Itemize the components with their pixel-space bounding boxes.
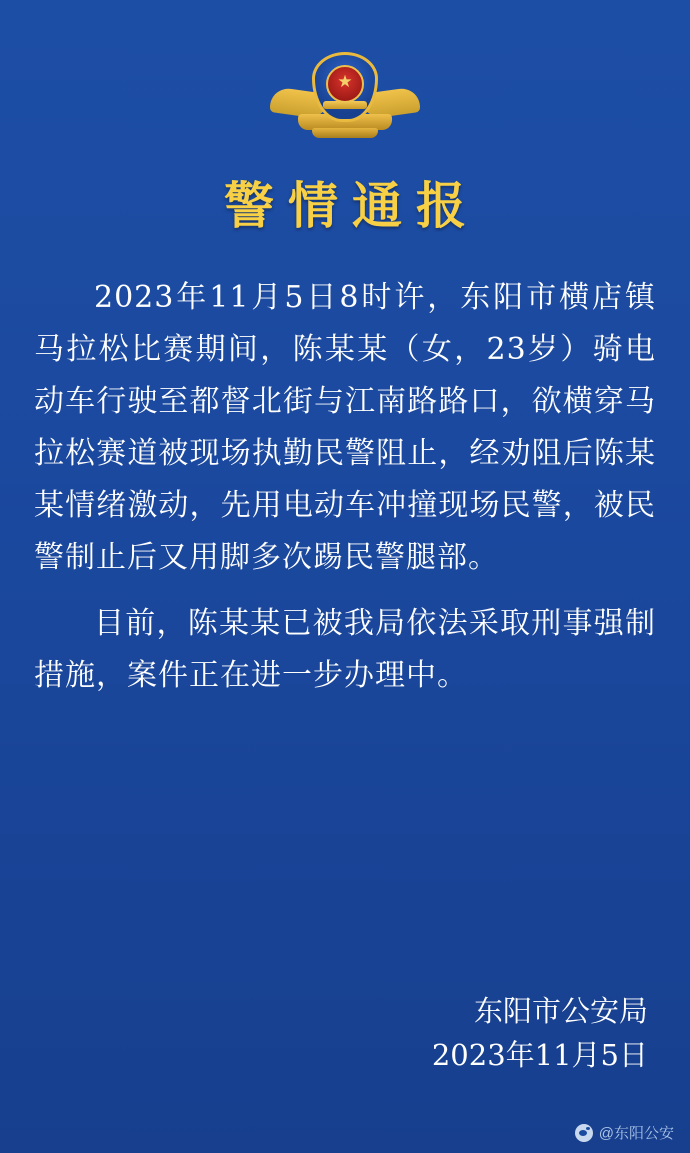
signature-block (432, 989, 648, 1077)
signature-organization: 东阳市公安局 (473, 994, 648, 1028)
page-title: 警情通报 (224, 176, 480, 235)
police-badge-emblem (270, 48, 420, 144)
notice-body (34, 272, 656, 702)
emblem-container (0, 0, 690, 144)
notice-paragraph: 2023年11月5日8时许，东阳市横店镇马拉松比赛期间，陈某某（女，23岁）骑电动车行驶至都督北街与江南路路口，欲横穿马拉松赛道被现场执勤民警阻止，经劝阻后陈某某情绪激动，先用电动车冲撞现场民警，被民警制止后又用脚多次踢民警腿部。 (34, 280, 656, 575)
watermark-label: @东阳公安 (598, 1125, 674, 1142)
emblem-base-lower (312, 128, 378, 138)
emblem-ribbon (323, 101, 367, 109)
star-icon: ★ (337, 72, 353, 91)
signature-date: 2023年11月5日 (431, 1038, 648, 1072)
weibo-icon (575, 1124, 593, 1142)
notice-paragraph: 目前，陈某某已被我局依法采取刑事强制措施，案件正在进一步办理中。 (34, 606, 656, 693)
watermark (575, 1122, 674, 1143)
